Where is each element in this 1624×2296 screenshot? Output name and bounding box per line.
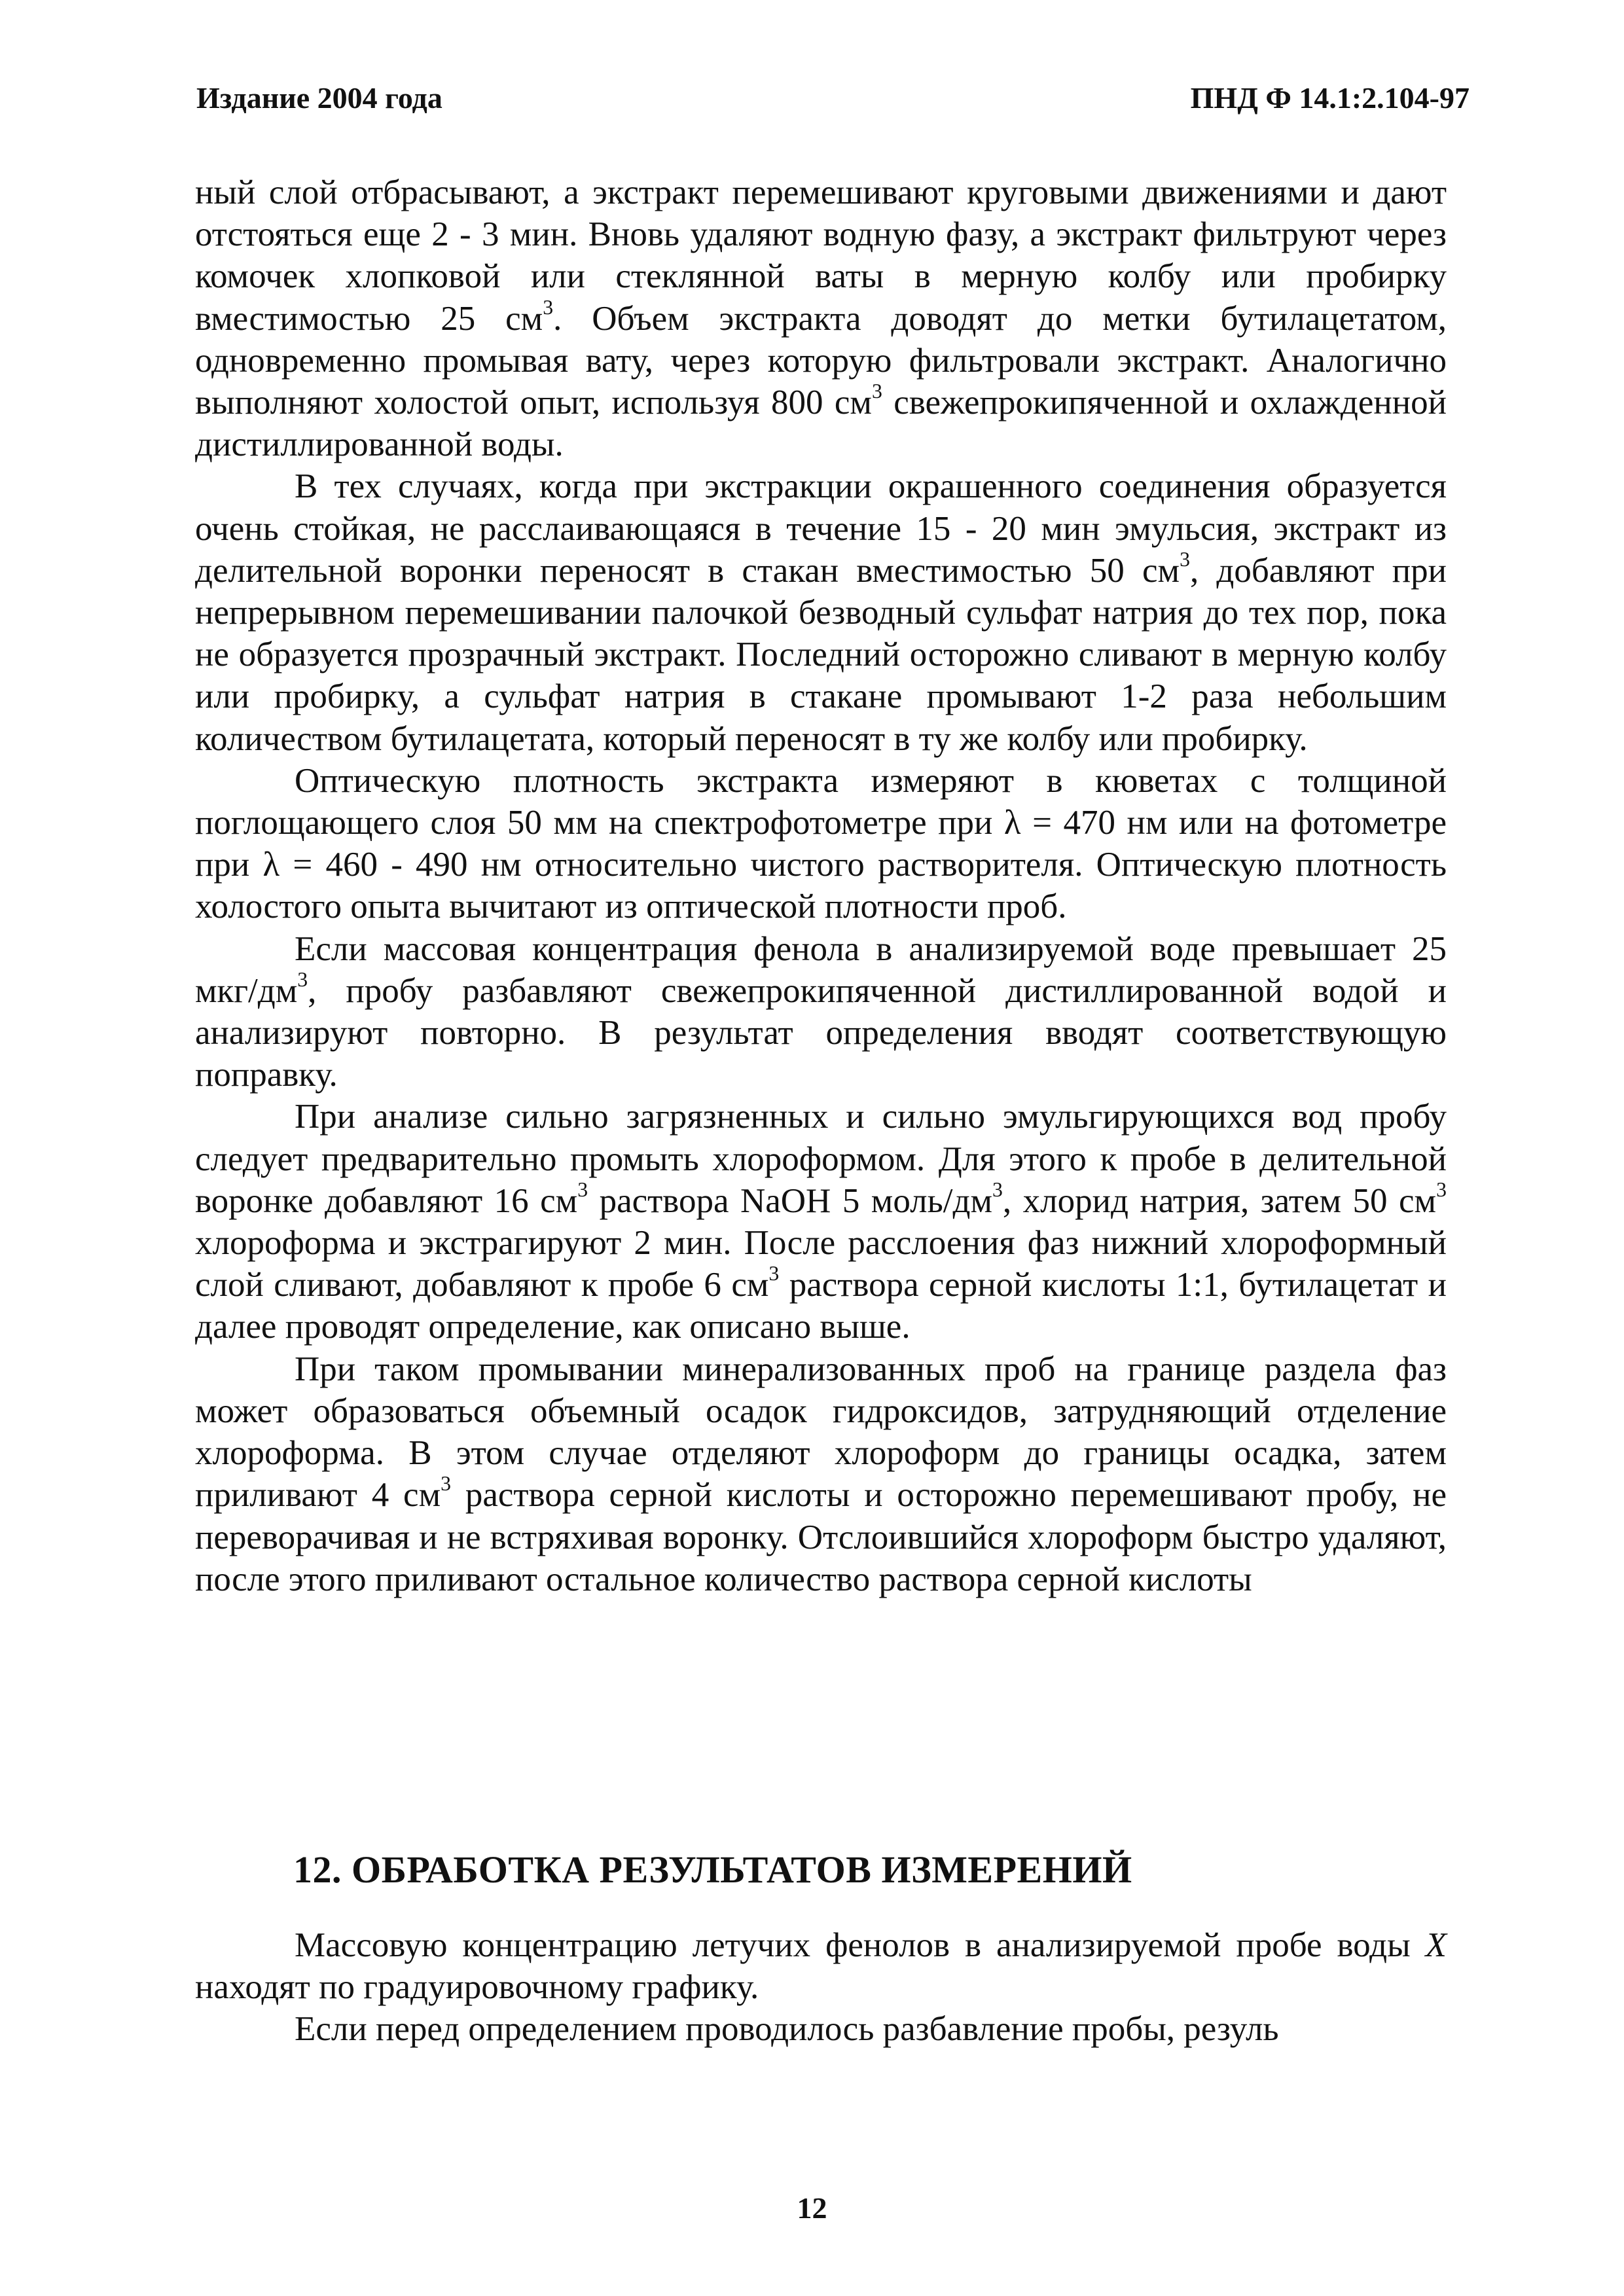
- body-paragraph: [195, 1348, 1447, 1600]
- body-paragraph: [195, 1096, 1447, 1348]
- text-run: находят по градуировочному графику.: [195, 1968, 759, 2007]
- section-paragraph: [195, 2008, 1447, 2050]
- body-text-main: [195, 171, 1447, 1600]
- superscript-exponent: 3: [577, 1178, 588, 1202]
- text-run: ный слой отбрасывают, а экстракт перемешивают круговыми движениями и дают отстояться еще 2 - 3 мин. Вновь удаляют водную фазу, а экстракт фильтруют через комочек хлопковой или стеклянной ваты в мерную колбу или пробирку вместимостью 25 см: [195, 173, 1447, 338]
- superscript-exponent: 3: [1180, 547, 1190, 571]
- body-paragraph: [195, 760, 1447, 928]
- text-run: При таком промывании минерализованных проб на границе раздела фаз может образоваться объемный осадок гидроксидов, затрудняющий отделение хлороформа. В этом случае отделяют хлороформ до границы осадка, затем приливают 4 см: [195, 1350, 1447, 1515]
- text-run: Если массовая концентрация фенола в анализируемой воде превышает 25 мкг/дм: [195, 929, 1447, 1010]
- body-paragraph: [195, 465, 1447, 759]
- superscript-exponent: 3: [441, 1472, 452, 1496]
- text-run: . Объем экстракта доводят до метки бутилацетатом, одновременно промывая вату, через которую фильтровали экстракт. Аналогично выполняют холостой опыт, используя 800 см: [195, 299, 1447, 422]
- section-paragraph: [195, 1924, 1447, 2008]
- text-run: раствора серной кислоты 1:1, бутилацетат и далее проводят определение, как описано выше.: [195, 1266, 1447, 1346]
- body-paragraph: [195, 171, 1447, 465]
- text-run: раствора NaOH 5 моль/дм: [588, 1181, 992, 1220]
- text-run: В тех случаях, когда при экстракции окрашенного соединения образуется очень стойкая, не расслаивающаяся в течение 15 - 20 мин эмульсия, экстракт из делительной воронки переносят в стакан вместимостью 50 см: [195, 467, 1447, 590]
- superscript-exponent: 3: [992, 1178, 1003, 1202]
- text-run: При анализе сильно загрязненных и сильно эмульгирующихся вод пробу следует предварительно промыть хлороформом. Для этого к пробе в делительной воронке добавляют 16 см: [195, 1098, 1447, 1220]
- text-run: Массовую концентрацию летучих фенолов в анализируемой пробе воды: [295, 1926, 1426, 1964]
- body-paragraph: [195, 928, 1447, 1096]
- variable-symbol: X: [1425, 1926, 1447, 1964]
- text-run: свежепрокипяченной и охлажденной дистиллированной воды.: [195, 384, 1447, 464]
- page-number: 12: [797, 2191, 827, 2225]
- text-run: , пробу разбавляют свежепрокипяченной дистиллированной водой и анализируют повторно. В результат определения вводят соответствующую поправку.: [195, 971, 1447, 1094]
- header-document-code: ПНД Ф 14.1:2.104-97: [1190, 81, 1470, 115]
- text-run: , добавляют при непрерывном перемешивании палочкой безводный сульфат натрия до тех пор, пока не образуется прозрачный экстракт. Последний осторожно сливают в мерную колбу или пробирку, а сульфат натрия в стакане промывают 1-2 раза небольшим количеством бутилацетата, который переносят в ту же колбу или пробирку.: [195, 551, 1447, 758]
- text-run: хлороформа и экстрагируют 2 мин. После расслоения фаз нижний хлороформный слой сливают, добавляют к пробе 6 см: [195, 1224, 1447, 1304]
- body-text-section-12: [195, 1924, 1447, 2051]
- section-heading: 12. ОБРАБОТКА РЕЗУЛЬТАТОВ ИЗМЕРЕНИЙ: [293, 1848, 1132, 1891]
- superscript-exponent: 3: [768, 1262, 780, 1285]
- text-run: Оптическую плотность экстракта измеряют в кюветах с толщиной поглощающего слоя 50 мм на спектрофотометре при λ = 470 нм или на фотометре при λ = 460 - 490 нм относительно чистого растворителя. Оптическую плотность холостого опыта вычитают из оптической плотности проб.: [195, 761, 1447, 926]
- superscript-exponent: 3: [297, 968, 308, 992]
- header-edition: Издание 2004 года: [196, 81, 442, 115]
- text-run: Если перед определением проводилось разбавление пробы, резуль: [295, 2010, 1279, 2049]
- text-run: , хлорид натрия, затем 50 см: [1002, 1181, 1437, 1220]
- superscript-exponent: 3: [543, 295, 554, 319]
- superscript-exponent: 3: [1436, 1178, 1447, 1202]
- superscript-exponent: 3: [871, 380, 882, 403]
- text-run: раствора серной кислоты и осторожно перемешивают пробу, не переворачивая и не встряхивая воронку. Отслоившийся хлороформ быстро удаляют, после этого приливают остальное количество раствора серной кислоты: [195, 1476, 1447, 1598]
